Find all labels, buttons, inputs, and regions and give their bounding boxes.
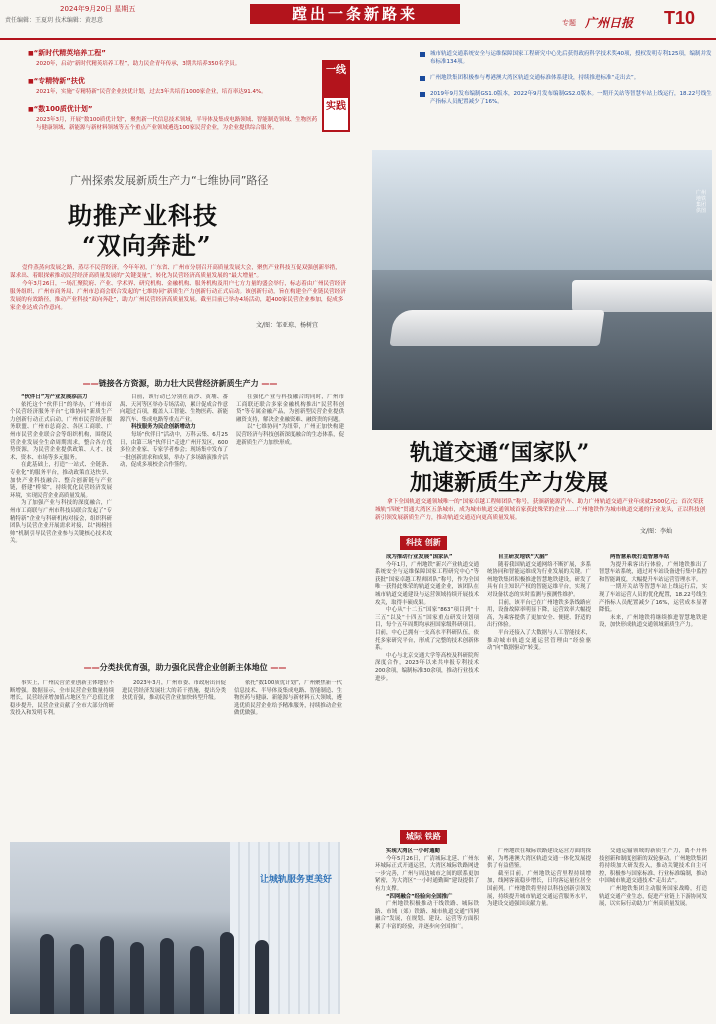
article1-title-line1: 助推产业科技 [68,201,218,230]
paragraph: 2023年3月，广州市委、市政府出台促进民营经济发展壮大的若干措施，提出分类扶优育强，推动民营企业加快转型升级。 [122,680,226,702]
paragraph: 未来，广州地铁将继续推进智慧地铁建设，加快形成轨道交通领域新质生产力。 [599,614,707,629]
paragraph: 目前，该行动已分别在南沙、黄埔、番禺、天河等区举办专场活动，累计促成合作意向超过百项，覆盖人工智能、生物医药、新能源汽车、集成电路等重点产业。 [120,394,228,423]
milestone-list-right [420,50,712,114]
paragraph: 截至目前，广州地铁运营里程持续增加，线网客流稳步增长，日均客运量位居全国前列。广州地铁将坚持以科技创新引领发展，持续提升城市轨道交通运营服务水平，为建设交通强国贡献力量。 [487,870,591,908]
paragraph: 目前，该平台已在广州地铁多条线路应用，设备故障率明显下降，运营效率大幅提高，为乘客提供了更加安全、便捷、舒适的出行体验。 [487,599,591,629]
article1-byline: 文/图：邹亚琼、杨树宜 [256,322,319,329]
photo-person [70,944,84,1014]
article2-byline: 文/图：李灿 [640,528,673,535]
paragraph: 在此基础上，打造“一站式、全链条、专业化”的服务平台，推动政策直达快享、加快产业科技融合、整合创新链与产业链，搭建“桥梁”，持续优化民营经济发展环境，实现民营企业高质量发展。 [10,462,112,499]
article1-subtitle: 广州探索发展新质生产力“七维协同”路径 [70,174,269,187]
section-heading: —— 分类扶优育强，助力强化民营企业创新主体地位 —— [40,662,330,673]
article-column [375,554,479,824]
paragraph: 随着我国轨道交通网络不断扩展，多系统协同和智能运维成为行业发展的关键。广州地铁集团积极推进智慧地铁建设，研发了具有自主知识产权的智能运维平台，实现了对设备状态的实时监测与预测性维护。 [487,561,591,598]
subhead: 科技服务为民企创新增动力 [131,424,196,431]
milestone-text: 2023年3月，开展“数100质优计划”，聚焦新一代信息技术领域，半导体及集成电路领域、智能制造领域、生物医药与健康领域、新能源与新材料领域等五个重点产业领域遴选100家民营企业，为企业提供综合服务。 [36,117,318,131]
paragraph: 事实上，广州民营企业创新主体地位不断增强。数据显示，全市民营企业数量持续增长，民营经济增加值占地区生产总值比重稳步提升，民营企业贡献了全市大部分的研发投入和发明专利。 [10,680,114,717]
paragraph: 在强化产业与科技融合的同时，广州市工商联还联合多家金融机构推出“民营科创贷”等专属金融产品，为创新型民营企业提供融资支持，解决企业融资难、融资贵的问题。 [236,394,344,423]
milestone-title: ■ “新时代精英培养工程” [28,48,320,58]
badge-top: 一线 [322,60,350,96]
subhead: 两智慧系统打造智慧车站 [610,554,670,560]
milestone-item: 2019年9月发布编制GS1.0版本，2022年9月发布编制GS2.0版本。一期开关站等智慧车站上线运行，18.22号线生产指标人员配置减少了16%。 [420,90,712,106]
train-shape [389,310,604,346]
paragraph: 今年5月26日，广清城际北延、广州东环城际正式开通运营，大湾区城际铁路网进一步完善，广州与周边城市之间的联系更加紧密，为大湾区“一小时通勤圈”建设提供了有力支撑。 [375,855,479,892]
subhead: 自主研发地铁“大脑” [498,554,549,560]
milestone-item: 城市轨道交通系统安全与运维保障国家工程研究中心先后获得政府科学技术奖40项，授权发明专利125项，编制并发布标准134项。 [420,50,712,66]
photo-backdrop [230,842,340,1014]
paragraph: 依托这个“伙伴日”的举办，广州市首个民营经济服务平台“七维协同”新质生产力创新行动正式启动，广州市民营经济服务联盟、广州市总商会、各区工商联、广州市民营企业联合会等组织机构，围绕民营企业发展全生命周期需求，整合各方优势资源，为民营企业提供政策、人才、技术、资本、市场等多元服务。 [10,401,112,461]
photo-person [190,946,204,1014]
tag-tech-innovation: 科技 创新 [400,536,447,550]
tag-intercity-rail: 城际 铁路 [400,830,447,844]
article-column [599,554,707,824]
article-column [599,848,707,1016]
rail-photo [372,150,712,430]
page-header [0,0,716,40]
milestone-title: ■ “数100质优计划” [28,104,320,114]
editor-credits: 责任编辑：王夏玥 技术编辑：黄思意 [5,17,103,24]
article-column [122,680,226,836]
article2-lead: 拿下全国轨道交通领域唯一的“国家卓越工程师团队”称号，获颁新能源汽车、助力广州轨道交通产业年成就2500亿元；首次荣获城轨“四统”贯通大湾区五条城市，成为城市轨道交通领域首家获此殊荣的企业……广州地铁作为城市轨道交通的行业龙头，正以科技创新引领发展新质生产力，推动轨道交通迈向更高质量发展。 [375,499,706,521]
article-column [487,554,591,824]
milestone-item: 广州地铁集团积极参与粤港澳大湾区轨道交通标准体系建设，持续推进标准“走出去”。 [420,74,712,82]
article-column [120,394,228,654]
paragraph: 为提升乘客出行体验，广州地铁推出了智慧车站系统，通过对车站设备进行集中监控和智能调度，大幅提升车站运营管理水平。 [599,561,707,583]
badge-bottom: 实践 [322,96,350,132]
paragraph: 为了加强产业与科技的深度融合，广州市工商联与广州市科技局联合发起了“专精特新”企业与科研机构对接会，组织科研团队与民营企业开展需求对接，以“揭榜挂帅”机制引导民营企业参与关键核心技术攻关。 [10,500,112,545]
section-banner: 蹚出一条新路来 [250,4,460,24]
lead-paragraph: 今年3月26日，一场汇聚院府、产业、学术界、研究机构、金融机构、服务机构及用户七方力量的盛会举行，标志着由广州民营经济服务组织、广州市商务局、广州市总商会联合发起的“七维协同”新质生产力创新行动正式启动。该创新行动，旨在构建全产业链民营经济发展的有效路径，推动产业科技“双向奔赴”，助力广州民营经济高质量发展。截至目前已举办4场活动，超400家民营企业参加，促成多家企业达成合作意向。 [10,281,346,311]
paragraph: 每场“伙伴日”活动中，万科云集、6月25日，由第三场“伙伴日”走进广州开发区，600多位企业家、专家学者参会；现场集中发布了一批创新需求和成果，举办了多场路演推介活动，促成多项校企合作签约。 [120,431,228,469]
article2-title-line1: 轨道交通“国家队” [410,440,590,466]
frontline-practice-badge [322,60,350,132]
article-column [375,848,479,1016]
newspaper-logo: 广州日报 [585,16,634,30]
subhead: “伙伴日”为产业发展添活力 [21,394,88,400]
subhead: 成为推动行业发展“国家队” [386,554,453,560]
milestone-title: ■ “专精特新”扶优 [28,76,320,86]
paragraph: 广州地铁积极推动干线铁路、城际铁路、市域（郊）铁路、城市轨道交通“四网融合”发展，在规划、建设、运营等方面积累了丰富的经验，并逐步向全国推广。 [375,901,479,930]
photo-person [40,934,54,1014]
photo-sign-text: 让城轨服务更美好 [259,875,332,885]
subhead: “四网融合”经验向全国推广 [386,893,453,900]
paragraph: 中心从“十二五”国家“863”项目到“十三五”以及“十四五”国家重点研发计划项目，每个五年周期均承担国家级科研项目。目前，中心已拥有一支高水平科研队伍，依托多家研究平台，形成了完整的技术创新体系。 [375,607,479,652]
article-column [234,680,342,836]
paragraph: 一期开关站等智慧车站上线运行后，实现了车站运营人员的优化配置，18.22号线生产指标人员配置减少了16%，运营成本显著降低。 [599,584,707,614]
milestone-item [28,76,320,96]
paragraph: 中心与北京交通大学等高校及科研院所深度合作，2023年以来共申报专利技术200余项，编制标准30余项，推动行业技术进步。 [375,652,479,682]
train-shape [572,280,712,312]
section-heading: —— 链接各方资源，助力壮大民营经济新质生产力 —— [60,378,300,389]
page-number: T10 [664,8,696,28]
article-column [10,394,112,654]
article-column [487,848,591,1016]
photo-person [255,940,269,1014]
paragraph: 交通运输领域的新质生产力，离不开科技创新和制度创新的双轮驱动。广州地铁集团将持续加大研发投入，推动关键技术自主可控，积极参与国家标准、行业标准编制，推动中国城市轨道交通技术“走出去”。 [599,848,707,885]
article-column [236,394,344,654]
milestone-text: 2021年，实施“专精特新”民营企业扶优计划，过去3年共培育1000家企业，培育率达91.4%。 [36,89,267,95]
paragraph: 以“七维协同”为纽带，广州正加快构建民营经济与科技创新深度融合的生态体系，促进新质生产力加快形成。 [236,424,344,446]
article-column [10,680,114,836]
paragraph: 广州地铁在城际铁路建设运营方面的探索，为粤港澳大湾区轨道交通一体化发展提供了有益借鉴。 [487,848,591,870]
subhead: 实现大湾区一小时通勤 [386,848,440,854]
photo-person [160,938,174,1014]
photo-caption: 广州地铁集团供图 [696,190,707,214]
paragraph: 平台还接入了大数据与人工智能技术，推动城市轨道交通运营管理由“经验驱动”向“数据驱动”转变。 [487,629,591,652]
photo-person [130,942,144,1014]
photo-sky [372,150,712,270]
paragraph: 依托“数100质优计划”，广州聚焦新一代信息技术、半导体及集成电路、智能制造、生物医药与健康、新能源与新材料五大领域，遴选优质民营企业给予精准服务，持续推动企业做优做强。 [234,680,342,717]
photo-person [220,932,234,1014]
event-photo [10,842,340,1014]
milestone-text: 2020年，启动“新时代精英培养工程”，助力民企青年传承，3期共培养350名学员。 [36,61,241,67]
zhuanti-label: 专题 [562,19,576,27]
article1-lead [10,264,346,312]
paragraph: 广州地铁集团主动服务国家战略，打造轨道交通产业生态，促进产业链上下游协同发展，以实际行动助力广州高质量发展。 [599,885,707,908]
issue-date: 2024年9月20日 星期五 [60,5,136,13]
article1-title-line2: “双向奔赴” [82,231,212,260]
article2-title-line2: 加速新质生产力发展 [410,470,609,496]
paragraph: 今年1月，广州地铁“新兴产业轨道交通系统安全与运维保障国家工程研究中心”等获批“国家卓越工程师团队”称号，作为全国唯一获得此殊荣的轨道交通企业，该团队在城市轨道交通建设与运营领域持续开展技术攻关，取得丰硕成果。 [375,561,479,606]
photo-person [100,936,114,1014]
milestone-item [28,104,320,132]
milestone-list-left [28,48,320,140]
milestone-item [28,48,320,68]
lead-paragraph: 壹件蒸蒸向发展之路，蒸尽不民营经济。今年年初，广东省、广州市分别召开高质量发展大会，聚焦产业科技互促双强创新举措，谋求出、着眼探索推动民营经济高质量发展的“关键变量”，转化为民营经济高质量发展的“最大增量”。 [10,265,341,279]
